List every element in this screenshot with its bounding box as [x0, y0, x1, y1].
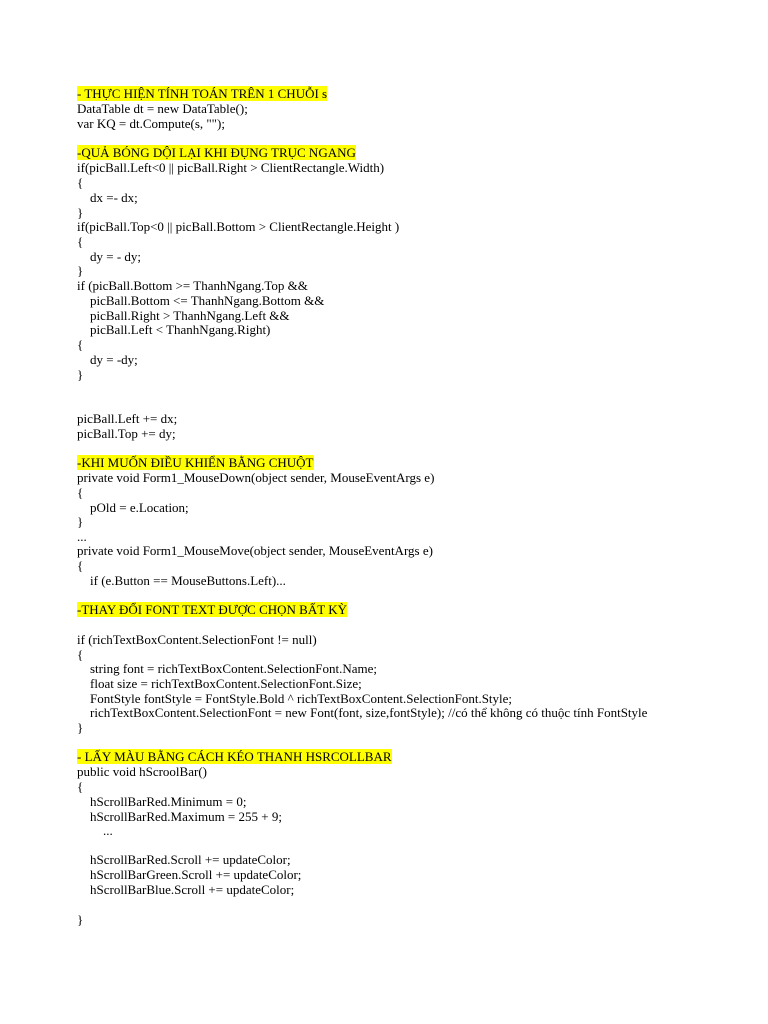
code-line: var KQ = dt.Compute(s, ""); [77, 116, 225, 131]
code-line: richTextBoxContent.SelectionFont = new Font(font, size,fontStyle); //có thể không có thuộc tính FontStyle [77, 705, 648, 720]
code-line: hScrollBarRed.Maximum = 255 + 9; [77, 809, 282, 824]
code-line: { [77, 647, 84, 662]
code-line: } [77, 205, 84, 220]
code-line: } [77, 367, 84, 382]
code-line: { [77, 779, 84, 794]
code-line: if (richTextBoxContent.SelectionFont != null) [77, 632, 317, 647]
code-line: dy = -dy; [77, 352, 138, 367]
code-line: } [77, 514, 84, 529]
code-line: } [77, 263, 84, 278]
code-line: dy = - dy; [77, 249, 142, 264]
code-line: } [77, 720, 84, 735]
code-line: picBall.Left < ThanhNgang.Right) [77, 322, 271, 337]
section-heading-mouse-control [77, 455, 314, 470]
heading-highlight: -QUẢ BÓNG DỘI LẠI KHI ĐỤNG TRỤC NGANG [77, 145, 356, 160]
code-line: hScrollBarRed.Scroll += updateColor; [77, 852, 291, 867]
heading-highlight: - LẤY MÀU BẰNG CÁCH KÉO THANH HSRCOLLBAR [77, 749, 392, 764]
code-line: public void hScroolBar() [77, 764, 207, 779]
code-line: hScrollBarRed.Minimum = 0; [77, 794, 247, 809]
code-line: if(picBall.Top<0 || picBall.Bottom > ClientRectangle.Height ) [77, 219, 400, 234]
code-line: hScrollBarBlue.Scroll += updateColor; [77, 882, 295, 897]
code-line: ... [77, 823, 113, 838]
code-line: picBall.Right > ThanhNgang.Left && [77, 308, 290, 323]
code-line: { [77, 337, 84, 352]
heading-highlight: - THỰC HIỆN TÍNH TOÁN TRÊN 1 CHUỖI s [77, 86, 328, 101]
code-line: picBall.Left += dx; [77, 411, 178, 426]
code-line: private void Form1_MouseDown(object sender, MouseEventArgs e) [77, 470, 435, 485]
section-heading-compute-string [77, 86, 327, 101]
code-line: DataTable dt = new DataTable(); [77, 101, 248, 116]
code-line: if (picBall.Bottom >= ThanhNgang.Top && [77, 278, 308, 293]
code-line: } [77, 912, 84, 927]
code-line: dx =- dx; [77, 190, 138, 205]
section-heading-change-font [77, 602, 347, 617]
section-heading-ball-bounce [77, 145, 356, 160]
code-line: FontStyle fontStyle = FontStyle.Bold ^ richTextBoxContent.SelectionFont.Style; [77, 691, 513, 706]
code-line: private void Form1_MouseMove(object sender, MouseEventArgs e) [77, 543, 433, 558]
code-line: pOld = e.Location; [77, 500, 189, 515]
code-line: picBall.Top += dy; [77, 426, 176, 441]
section-heading-scrollbar-color [77, 749, 392, 764]
heading-highlight: -KHI MUỐN ĐIỀU KHIỂN BẰNG CHUỘT [77, 455, 314, 470]
code-line: { [77, 558, 84, 573]
code-line: { [77, 485, 84, 500]
code-line: { [77, 234, 84, 249]
code-line: ... [77, 529, 87, 544]
code-line: string font = richTextBoxContent.SelectionFont.Name; [77, 661, 377, 676]
code-line: { [77, 175, 84, 190]
code-line: if(picBall.Left<0 || picBall.Right > ClientRectangle.Width) [77, 160, 385, 175]
code-line: if (e.Button == MouseButtons.Left)... [77, 573, 286, 588]
code-line: float size = richTextBoxContent.SelectionFont.Size; [77, 676, 362, 691]
heading-highlight: -THAY ĐỔI FONT TEXT ĐƯỢC CHỌN BẤT KỲ [77, 602, 347, 617]
code-line: picBall.Bottom <= ThanhNgang.Bottom && [77, 293, 325, 308]
code-line: hScrollBarGreen.Scroll += updateColor; [77, 867, 302, 882]
